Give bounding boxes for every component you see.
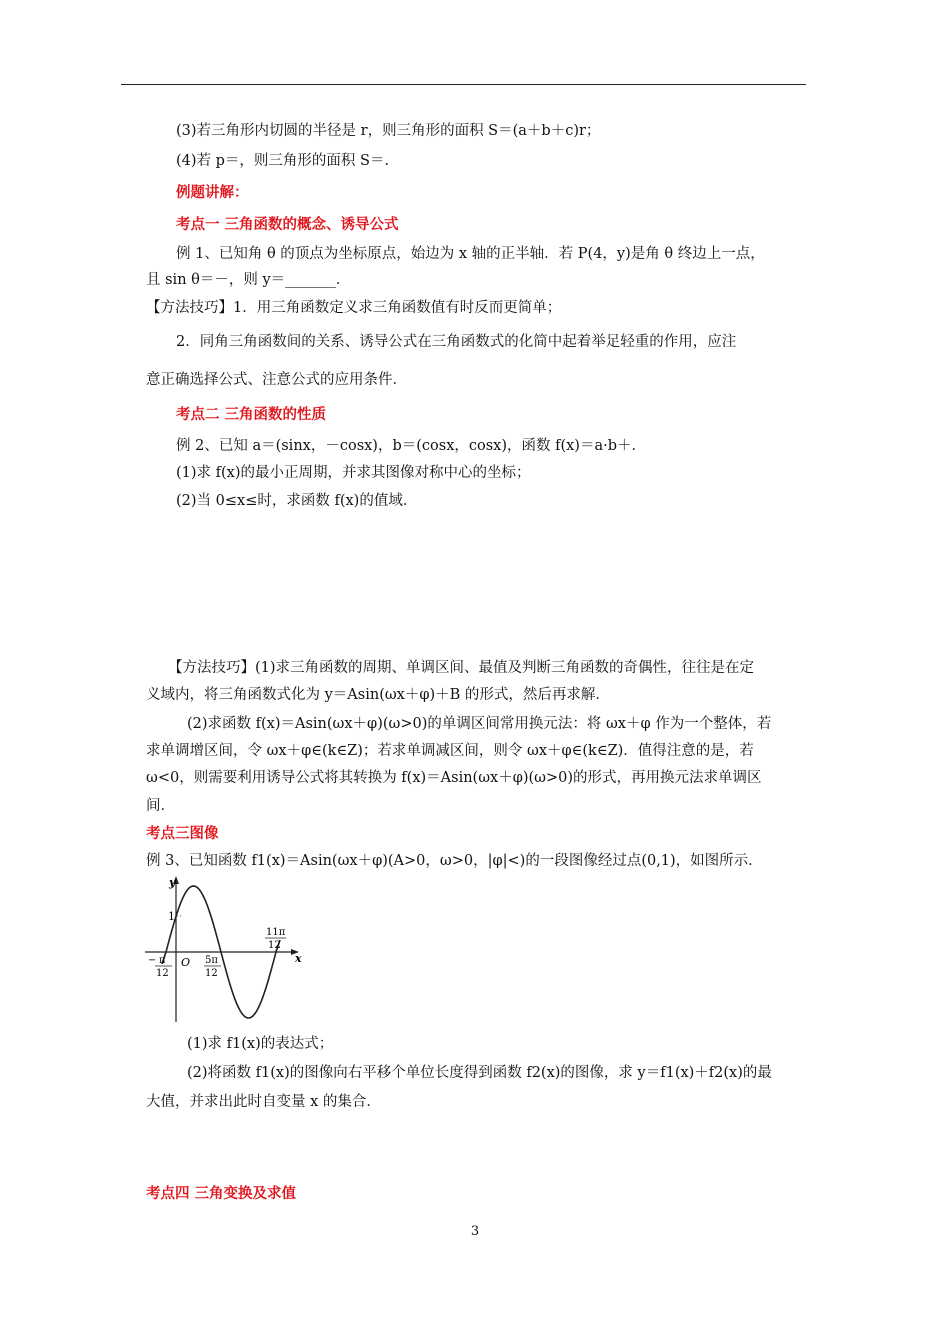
text-line: 例 2、已知 a＝(sinx，－cosx)，b＝(cosx，cosx)，函数 f(x)＝a·b＋．	[176, 438, 647, 454]
text-line: (2)将函数 f1(x)的图像向右平移个单位长度得到函数 f2(x)的图像，求 y＝f1(x)＋f2(x)的最	[187, 1065, 772, 1081]
text-line: 【方法技巧】1．用三角函数定义求三角函数值有时反而更简单；	[146, 300, 562, 316]
text-line: (3)若三角形内切圆的半径是 r，则三角形的面积 S＝(a＋b＋c)r；	[176, 123, 601, 139]
sine-graph-figure	[145, 872, 305, 1024]
header-rule	[121, 84, 806, 85]
text-line: 且 sin θ＝－，则 y＝_______．	[146, 272, 351, 288]
eleven-pi-numerator: 11π	[266, 927, 286, 938]
text-line: 例 3、已知函数 f1(x)＝Asin(ωx＋φ)(A>0，ω>0，|φ|<)的一段图像经过点(0,1)，如图所示．	[146, 853, 763, 869]
text-line: (1)求 f(x)的最小正周期，并求其图像对称中心的坐标；	[176, 465, 531, 481]
text-line: 例 1、已知角 θ 的顶点为坐标原点，始边为 x 轴的正半轴．若 P(4，y)是角 θ 终边上一点，	[176, 246, 765, 262]
neg-pi-denominator: 12	[156, 968, 169, 979]
section-heading: 考点四 三角变换及求值	[146, 1186, 297, 1202]
page-number: 3	[470, 1224, 480, 1239]
five-pi-denominator: 12	[205, 968, 218, 979]
neg-sign-label: −	[148, 955, 157, 966]
neg-pi-numerator: π	[159, 955, 166, 966]
x-axis-label: x	[295, 952, 302, 965]
origin-label: O	[181, 956, 191, 969]
text-line: 【方法技巧】(1)求三角函数的周期、单调区间、最值及判断三角函数的奇偶性，往往是在定	[168, 660, 755, 676]
text-line: (4)若 p＝，则三角形的面积 S＝.	[176, 153, 390, 169]
text-line: (2)当 0≤x≤时，求函数 f(x)的值域．	[176, 493, 418, 509]
one-label: 1	[168, 910, 175, 923]
section-heading: 考点一 三角函数的概念、诱导公式	[176, 217, 399, 233]
section-heading: 考点三图像	[146, 826, 219, 842]
text-line: 大值，并求出此时自变量 x 的集合．	[146, 1094, 381, 1110]
section-heading: 例题讲解：	[176, 185, 249, 201]
text-line: 求单调增区间，令 ωx＋φ∈(k∈Z)；若求单调减区间，则令 ωx＋φ∈(k∈Z)．值得注意的是，若	[146, 743, 754, 759]
section-heading: 考点二 三角函数的性质	[176, 407, 327, 423]
text-line: 2．同角三角函数间的关系、诱导公式在三角函数式的化简中起着举足轻重的作用，应注	[176, 334, 737, 350]
five-pi-numerator: 5π	[205, 955, 218, 966]
y-axis-label: y	[169, 876, 176, 889]
text-line: 意正确选择公式、注意公式的应用条件．	[146, 372, 407, 388]
eleven-pi-denominator: 12	[268, 940, 281, 951]
text-line: 间．	[146, 798, 175, 814]
text-line: (1)求 f1(x)的表达式；	[187, 1036, 334, 1052]
text-line: ω<0，则需要利用诱导公式将其转换为 f(x)＝Asin(ωx＋φ)(ω>0)的形式，再用换元法求单调区	[146, 770, 762, 786]
text-line: 义域内，将三角函数式化为 y＝Asin(ωx＋φ)＋B 的形式，然后再求解．	[146, 687, 610, 703]
text-line: (2)求函数 f(x)＝Asin(ωx＋φ)(ω>0)的单调区间常用换元法：将 ωx＋φ 作为一个整体，若	[187, 716, 772, 732]
